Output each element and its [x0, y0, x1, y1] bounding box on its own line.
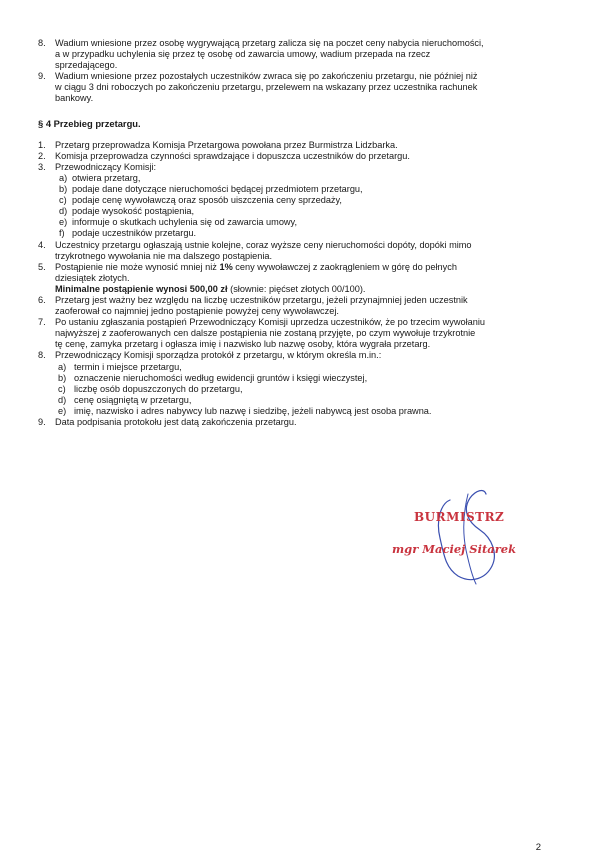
minimum-bid-words: (słownie: pięćset złotych 00/100). — [230, 283, 366, 294]
section-heading: § 4 Przebieg przetargu. — [38, 117, 141, 129]
item-line: zaoferował co najmniej jedno postąpienie powyżej ceny wywoławczej. — [55, 306, 339, 317]
page-number: 2 — [535, 842, 541, 853]
sub-text: oznaczenie nieruchomości według ewidencji gruntów i księgi wieczystej, — [74, 372, 368, 383]
sub-letter: d) — [58, 394, 67, 405]
sub-item — [38, 217, 550, 228]
sub-item — [38, 384, 550, 395]
stamp-title: BURMISTRZ — [414, 510, 505, 524]
item-number: 1. — [38, 139, 46, 150]
item-number: 3. — [38, 161, 46, 172]
sub-text: informuje o skutkach uchylenia się od zawarcia umowy, — [72, 217, 298, 228]
sub-letter: d) — [59, 206, 68, 217]
list-item — [38, 162, 550, 173]
item-line: sprzedającego. — [55, 60, 118, 71]
item-line: w ciągu 3 dni roboczych po zakończeniu przetargu, przelewem na wskazany przez uczestnika rachunek — [55, 82, 478, 93]
sub-letter: b) — [59, 184, 68, 195]
signature-scribble — [388, 480, 548, 590]
sub-letter: a) — [59, 172, 68, 183]
item-text: Komisja przeprowadza czynności sprawdzające i dopuszcza uczestników do przetargu. — [55, 150, 410, 161]
item-number: 8. — [38, 350, 46, 361]
sub-item — [38, 195, 550, 206]
sub-letter: c) — [59, 195, 67, 206]
sub-text: podaje cenę wywoławczą oraz sposób uiszczenia ceny sprzedaży, — [72, 195, 342, 206]
list-item — [38, 295, 550, 317]
sub-text: cenę osiągniętą w przetargu, — [74, 394, 192, 405]
official-stamp — [388, 480, 548, 590]
sub-item — [38, 206, 550, 217]
stamp-name: mgr Maciej Sitarek — [392, 542, 517, 556]
item-line — [55, 262, 550, 273]
item-text: Przewodniczący Komisji: — [55, 161, 157, 172]
item-line: a w przypadku uchylenia się przez tę osobę od zawarcia umowy, wadium przepada na rzecz — [55, 49, 431, 60]
item-text: Postąpienie nie może wynosić mniej niż — [55, 261, 217, 272]
item-number: 8. — [38, 38, 46, 48]
item-line: bankowy. — [55, 93, 94, 104]
item-number: 5. — [38, 261, 46, 272]
item-number: 2. — [38, 150, 46, 161]
list-item — [38, 240, 550, 262]
list-item — [38, 262, 550, 295]
sub-item — [38, 173, 550, 184]
item-line: najwyższej z zaoferowanych cen dalsze postąpienia nie zostaną przyjęte, po czym wywołuje trzykrotnie — [55, 328, 476, 339]
minimum-bid-text: Minimalne postąpienie wynosi 500,00 zł — [55, 283, 228, 294]
item-line: trzykrotnego wywołania nie ma dalszego postąpienia. — [55, 250, 273, 261]
sub-text: termin i miejsce przetargu, — [74, 361, 182, 372]
percent-value: 1% — [219, 261, 233, 272]
item-line: dziesiątek złotych. — [55, 272, 130, 283]
list-item — [38, 317, 550, 350]
item-text: Przewodniczący Komisji sporządza protokół z przetargu, w którym określa m.in.: — [55, 350, 382, 361]
item-line: Przetarg jest ważny bez względu na liczbę uczestników przetargu, jeżeli przynajmniej jeden uczestnik — [55, 294, 468, 305]
sub-item — [38, 373, 550, 384]
sub-item — [38, 228, 550, 239]
sub-letter: b) — [58, 372, 67, 383]
document-body — [38, 38, 550, 428]
signature-stroke — [438, 491, 494, 580]
sub-letter: f) — [59, 228, 65, 239]
list-item — [38, 38, 550, 71]
sub-text: podaje wysokość postąpienia, — [72, 206, 195, 217]
item-line — [55, 284, 550, 295]
item-line: Po ustaniu zgłaszania postąpień Przewodniczący Komisji uprzedza uczestników, że po trzecim wywołaniu — [55, 317, 485, 328]
sub-item — [38, 362, 550, 373]
sub-letter: e) — [59, 217, 68, 228]
list-item — [38, 151, 550, 162]
list-item — [38, 71, 550, 104]
sub-letter: e) — [58, 405, 67, 416]
item-line: Wadium wniesione przez osobę wygrywającą przetarg zalicza się na poczet ceny nabycia nieruchomości, — [55, 38, 484, 48]
item-number: 7. — [38, 317, 46, 328]
item-text: ceny wywoławczej z zaokrągleniem w górę do pełnych — [235, 261, 457, 272]
sub-text: podaje dane dotyczące nieruchomości będącej przedmiotem przetargu, — [72, 184, 363, 195]
item-number: 6. — [38, 294, 46, 305]
item-line: Wadium wniesione przez pozostałych uczestników zwraca się po zakończeniu przetargu, nie później niż — [55, 71, 478, 82]
list-item — [38, 417, 550, 428]
sub-text: imię, nazwisko i adres nabywcy lub nazwę i siedzibę, jeżeli nabywcą jest osoba prawna. — [74, 405, 432, 416]
sub-item — [38, 184, 550, 195]
list-item — [38, 350, 550, 361]
sub-text: liczbę osób dopuszczonych do przetargu, — [74, 383, 243, 394]
item-line: tę cenę, zamyka przetarg i ogłasza imię i nazwisko lub nazwę osoby, która wygrała przetarg. — [55, 339, 431, 350]
sub-item — [38, 395, 550, 406]
signature-stroke — [464, 494, 476, 584]
item-text: Przetarg przeprowadza Komisja Przetargowa powołana przez Burmistrza Lidzbarka. — [55, 139, 398, 150]
sub-letter: a) — [58, 361, 67, 372]
sub-letter: c) — [58, 383, 66, 394]
item-text: Data podpisania protokołu jest datą zakończenia przetargu. — [55, 417, 297, 427]
item-number: 4. — [38, 239, 46, 250]
sub-item — [38, 406, 550, 417]
list-item — [38, 140, 550, 151]
item-number: 9. — [38, 417, 46, 427]
item-line: Uczestnicy przetargu ogłaszają ustnie kolejne, coraz wyższe ceny nieruchomości dopóty, dopóki mimo — [55, 239, 472, 250]
sub-text: otwiera przetarg, — [72, 172, 141, 183]
sub-text: podaje uczestników przetargu. — [72, 228, 197, 239]
item-number: 9. — [38, 71, 46, 82]
